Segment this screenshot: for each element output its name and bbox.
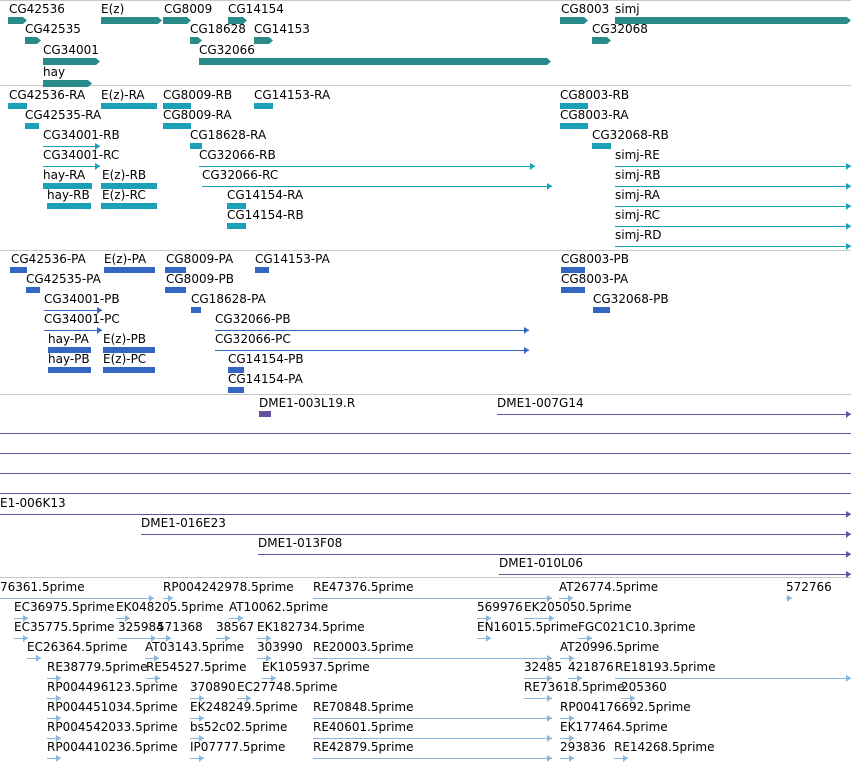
ests-label-fgc021c10-3prime[interactable]: FGC021C10.3prime (578, 620, 696, 634)
genes-label-cg42536[interactable]: CG42536 (9, 2, 65, 16)
proteins-label-cg32068-pb[interactable]: CG32068-PB (593, 292, 669, 306)
proteins-glyph-cg42536-pa[interactable] (10, 267, 27, 273)
genes-label-cg8009[interactable]: CG8009 (164, 2, 213, 16)
ests-label-at10062-5prime[interactable]: AT10062.5prime (229, 600, 329, 614)
proteins-glyph-e-z-pa[interactable] (104, 267, 155, 273)
clones-glyph-dme1-010l06[interactable] (499, 574, 851, 575)
proteins-glyph-cg8003-pa[interactable] (561, 287, 585, 293)
transcripts-glyph-simj-rc[interactable] (615, 226, 851, 227)
transcripts-label-cg34001-rc[interactable]: CG34001-RC (43, 148, 120, 162)
transcripts-glyph-cg32066-rb[interactable] (199, 166, 535, 167)
track-border-top (0, 0, 851, 1)
transcripts-label-cg8009-ra[interactable]: CG8009-RA (163, 108, 232, 122)
ests-label-re42879-5prime[interactable]: RE42879.5prime (313, 740, 414, 754)
proteins-glyph-cg42535-pa[interactable] (26, 287, 40, 293)
ests-label-ek182734-5prime[interactable]: EK182734.5prime (257, 620, 365, 634)
ests-label-ek248249-5prime[interactable]: EK248249.5prime (190, 700, 298, 714)
ests-glyph-re70848-5prime[interactable] (313, 718, 552, 719)
genes-glyph-hay[interactable] (43, 80, 92, 87)
proteins-glyph-cg18628-pa[interactable] (191, 307, 201, 313)
proteins-glyph-cg14153-pa[interactable] (255, 267, 269, 273)
ests-label-at20996-5prime[interactable]: AT20996.5prime (560, 640, 660, 654)
proteins-glyph-cg32068-pb[interactable] (593, 307, 610, 313)
ests-label-293836[interactable]: 293836 (560, 740, 606, 754)
transcripts-glyph-simj-re[interactable] (615, 166, 851, 167)
ests-glyph-re18193-5prime[interactable] (615, 678, 851, 679)
clones-label-dme1-003l19-r[interactable]: DME1-003L19.R (259, 396, 356, 410)
transcripts-label-simj-re[interactable]: simj-RE (615, 148, 660, 162)
transcripts-label-cg42536-ra[interactable]: CG42536-RA (9, 88, 86, 102)
ests-label-32485[interactable]: 32485 (524, 660, 563, 674)
transcripts-label-cg42535-ra[interactable]: CG42535-RA (25, 108, 102, 122)
clones-glyph-e1-006k13[interactable] (0, 514, 851, 515)
transcripts-label-cg34001-rb[interactable]: CG34001-RB (43, 128, 120, 142)
clones-arrowhead-dme1-010l06 (846, 571, 851, 578)
ests-label-ec36975-5prime[interactable]: EC36975.5prime (14, 600, 115, 614)
ests-arrowhead-en16015-5prime (486, 635, 491, 642)
transcripts-label-simj-rd[interactable]: simj-RD (615, 228, 662, 242)
transcripts-glyph-cg8009-ra[interactable] (163, 123, 191, 129)
proteins-glyph-cg34001-pb[interactable] (44, 310, 102, 311)
transcripts-label-cg8009-rb[interactable]: CG8009-RB (163, 88, 233, 102)
proteins-glyph-hay-pb[interactable] (48, 367, 91, 373)
transcripts-label-simj-rb[interactable]: simj-RB (615, 168, 661, 182)
ests-label-at03143-5prime[interactable]: AT03143.5prime (145, 640, 245, 654)
transcripts-label-cg32066-rc[interactable]: CG32066-RC (202, 168, 279, 182)
proteins-label-hay-pa[interactable]: hay-PA (48, 332, 89, 346)
proteins-label-cg34001-pb[interactable]: CG34001-PB (44, 292, 120, 306)
transcripts-arrowhead-cg32066-rc (547, 183, 552, 190)
genes-glyph-e-z[interactable] (101, 17, 162, 24)
ests-label-ec27748-5prime[interactable]: EC27748.5prime (237, 680, 338, 694)
transcripts-glyph-simj-rb[interactable] (615, 186, 851, 187)
ests-arrowhead-re73618-5prime (547, 695, 552, 702)
clone-span-line[interactable] (0, 453, 851, 454)
transcripts-label-simj-rc[interactable]: simj-RC (615, 208, 661, 222)
clones-arrowhead-dme1-013f08 (846, 551, 851, 558)
proteins-label-cg42536-pa[interactable]: CG42536-PA (11, 252, 86, 266)
ests-glyph-re42879-5prime[interactable] (313, 758, 552, 759)
proteins-label-cg34001-pc[interactable]: CG34001-PC (44, 312, 120, 326)
track-separator-ests (0, 577, 851, 578)
genes-label-hay[interactable]: hay (43, 65, 66, 79)
transcripts-label-e-z-rc[interactable]: E(z)-RC (102, 188, 146, 202)
ests-label-rp004176692-5prime[interactable]: RP004176692.5prime (560, 700, 691, 714)
transcripts-label-hay-ra[interactable]: hay-RA (43, 168, 86, 182)
transcripts-label-e-z-rb[interactable]: E(z)-RB (102, 168, 147, 182)
transcripts-label-cg14153-ra[interactable]: CG14153-RA (254, 88, 331, 102)
genes-label-cg14153[interactable]: CG14153 (254, 22, 310, 36)
transcripts-label-cg14154-rb[interactable]: CG14154-RB (227, 208, 304, 222)
genes-label-cg18628[interactable]: CG18628 (190, 22, 246, 36)
ests-label-38567[interactable]: 38567 (216, 620, 255, 634)
proteins-glyph-cg32066-pc[interactable] (215, 350, 529, 351)
ests-arrowhead-re18193-5prime (846, 675, 851, 682)
ests-label-en16015-5prime[interactable]: EN16015.5prime (477, 620, 579, 634)
proteins-label-cg14153-pa[interactable]: CG14153-PA (255, 252, 330, 266)
ests-label-bs52c02-5prime[interactable]: bs52c02.5prime (190, 720, 288, 734)
genes-label-cg14154[interactable]: CG14154 (228, 2, 284, 16)
transcripts-label-hay-rb[interactable]: hay-RB (47, 188, 90, 202)
transcripts-label-e-z-ra[interactable]: E(z)-RA (101, 88, 145, 102)
ests-label-rp004496123-5prime[interactable]: RP004496123.5prime (47, 680, 178, 694)
transcripts-label-cg8003-ra[interactable]: CG8003-RA (560, 108, 629, 122)
ests-label-370890[interactable]: 370890 (190, 680, 236, 694)
track-separator-proteins (0, 250, 851, 251)
ests-arrowhead-re40601-5prime (547, 735, 552, 742)
ests-label-571368[interactable]: 571368 (157, 620, 203, 634)
clone-span-line[interactable] (0, 433, 851, 434)
proteins-label-cg32066-pc[interactable]: CG32066-PC (215, 332, 291, 346)
proteins-label-cg8009-pa[interactable]: CG8009-PA (166, 252, 234, 266)
transcripts-glyph-cg32066-rc[interactable] (202, 186, 552, 187)
clones-glyph-dme1-007g14[interactable] (497, 414, 851, 415)
transcripts-glyph-e-z-rc[interactable] (101, 203, 157, 209)
ests-label-572766[interactable]: 572766 (786, 580, 832, 594)
ests-glyph-76361-5prime[interactable] (0, 598, 154, 599)
genes-label-cg32068[interactable]: CG32068 (592, 22, 648, 36)
genes-label-cg8003[interactable]: CG8003 (561, 2, 610, 16)
ests-label-205360[interactable]: 205360 (621, 680, 667, 694)
proteins-glyph-cg8009-pb[interactable] (165, 287, 186, 293)
ests-label-re20003-5prime[interactable]: RE20003.5prime (313, 640, 414, 654)
clones-label-dme1-007g14[interactable]: DME1-007G14 (497, 396, 584, 410)
clones-glyph-dme1-013f08[interactable] (258, 554, 851, 555)
clones-label-dme1-010l06[interactable]: DME1-010L06 (499, 556, 583, 570)
ests-arrowhead-re42879-5prime (547, 755, 552, 762)
ests-label-303990[interactable]: 303990 (257, 640, 303, 654)
ests-label-ek105937-5prime[interactable]: EK105937.5prime (262, 660, 370, 674)
proteins-arrowhead-cg32066-pc (524, 347, 529, 354)
transcripts-glyph-cg8003-ra[interactable] (560, 123, 588, 129)
genes-glyph-cg34001[interactable] (43, 58, 100, 65)
proteins-glyph-cg32066-pb[interactable] (215, 330, 529, 331)
ests-arrowhead-572766 (787, 595, 792, 602)
proteins-label-e-z-pa[interactable]: E(z)-PA (104, 252, 147, 266)
ests-label-re18193-5prime[interactable]: RE18193.5prime (615, 660, 716, 674)
genes-label-cg34001[interactable]: CG34001 (43, 43, 99, 57)
proteins-label-e-z-pc[interactable]: E(z)-PC (103, 352, 147, 366)
clones-arrowhead-dme1-016e23 (846, 531, 851, 538)
ests-label-569976[interactable]: 569976 (477, 600, 523, 614)
transcripts-label-cg18628-ra[interactable]: CG18628-RA (190, 128, 267, 142)
transcripts-label-cg32066-rb[interactable]: CG32066-RB (199, 148, 276, 162)
transcripts-arrowhead-simj-ra (846, 203, 851, 210)
proteins-label-cg42535-pa[interactable]: CG42535-PA (26, 272, 101, 286)
genes-glyph-cg32066[interactable] (199, 58, 551, 65)
transcripts-arrowhead-simj-re (846, 163, 851, 170)
ests-label-421876[interactable]: 421876 (568, 660, 614, 674)
transcripts-glyph-cg14154-rb[interactable] (227, 223, 246, 229)
transcripts-glyph-simj-rd[interactable] (615, 246, 851, 247)
proteins-label-cg14154-pa[interactable]: CG14154-PA (228, 372, 303, 386)
ests-glyph-re20003-5prime[interactable] (313, 658, 552, 659)
transcripts-glyph-cg32068-rb[interactable] (592, 143, 611, 149)
ests-label-re38779-5prime[interactable]: RE38779.5prime (47, 660, 148, 674)
genes-label-cg32066[interactable]: CG32066 (199, 43, 255, 57)
ests-glyph-re47376-5prime[interactable] (313, 598, 552, 599)
genes-label-cg42535[interactable]: CG42535 (25, 22, 81, 36)
proteins-glyph-e-z-pc[interactable] (103, 367, 155, 373)
transcripts-arrowhead-simj-rb (846, 183, 851, 190)
ests-label-rp004410236-5prime[interactable]: RP004410236.5prime (47, 740, 178, 754)
transcripts-glyph-cg34001-rc[interactable] (43, 166, 100, 167)
ests-label-re70848-5prime[interactable]: RE70848.5prime (313, 700, 414, 714)
proteins-label-cg14154-pb[interactable]: CG14154-PB (228, 352, 304, 366)
clones-glyph-dme1-016e23[interactable] (141, 534, 851, 535)
ests-arrowhead-rp004410236-5prime (56, 755, 61, 762)
ests-label-re47376-5prime[interactable]: RE47376.5prime (313, 580, 414, 594)
ests-label-ip07777-5prime[interactable]: IP07777.5prime (190, 740, 286, 754)
clone-span-line[interactable] (0, 473, 851, 474)
proteins-label-cg32066-pb[interactable]: CG32066-PB (215, 312, 291, 326)
ests-arrowhead-293836 (569, 755, 574, 762)
clones-arrowhead-e1-006k13 (846, 511, 851, 518)
clones-label-dme1-016e23[interactable]: DME1-016E23 (141, 516, 226, 530)
ests-label-325984[interactable]: 325984 (118, 620, 164, 634)
genes-glyph-cg32068[interactable] (592, 37, 611, 44)
clones-label-e1-006k13[interactable]: E1-006K13 (0, 496, 66, 510)
ests-label-re73618-5prime[interactable]: RE73618.5prime (524, 680, 625, 694)
genes-label-e-z[interactable]: E(z) (101, 2, 125, 16)
proteins-glyph-cg34001-pc[interactable] (44, 330, 102, 331)
ests-label-rp004542033-5prime[interactable]: RP004542033.5prime (47, 720, 178, 734)
clones-glyph-dme1-003l19-r[interactable] (259, 411, 271, 417)
proteins-label-cg8009-pb[interactable]: CG8009-PB (166, 272, 235, 286)
proteins-label-cg18628-pa[interactable]: CG18628-PA (191, 292, 266, 306)
genes-glyph-simj[interactable] (615, 17, 851, 24)
genes-glyph-cg14153[interactable] (254, 37, 273, 44)
ests-label-ek205050-5prime[interactable]: EK205050.5prime (524, 600, 632, 614)
transcripts-arrowhead-simj-rc (846, 223, 851, 230)
proteins-label-hay-pb[interactable]: hay-PB (48, 352, 90, 366)
ests-label-re40601-5prime[interactable]: RE40601.5prime (313, 720, 414, 734)
ests-label-76361-5prime[interactable]: 76361.5prime (0, 580, 85, 594)
ests-label-ek048205-5prime[interactable]: EK048205.5prime (116, 600, 224, 614)
genes-label-simj[interactable]: simj (615, 2, 640, 16)
track-separator-clones (0, 394, 851, 395)
transcripts-label-cg14154-ra[interactable]: CG14154-RA (227, 188, 304, 202)
ests-arrowhead-ip07777-5prime (199, 755, 204, 762)
ests-label-re14268-5prime[interactable]: RE14268.5prime (614, 740, 715, 754)
transcripts-glyph-simj-ra[interactable] (615, 206, 851, 207)
proteins-label-cg8003-pa[interactable]: CG8003-PA (561, 272, 629, 286)
clones-arrowhead-dme1-007g14 (846, 411, 851, 418)
ests-arrowhead-re70848-5prime (547, 715, 552, 722)
ests-label-at26774-5prime[interactable]: AT26774.5prime (559, 580, 659, 594)
transcripts-label-cg32068-rb[interactable]: CG32068-RB (592, 128, 669, 142)
transcripts-label-cg8003-rb[interactable]: CG8003-RB (560, 88, 630, 102)
track-separator-transcripts (0, 85, 851, 86)
proteins-label-cg8003-pb[interactable]: CG8003-PB (561, 252, 630, 266)
ests-glyph-re40601-5prime[interactable] (313, 738, 552, 739)
clone-span-line[interactable] (0, 493, 851, 494)
transcripts-arrowhead-simj-rd (846, 243, 851, 250)
transcripts-glyph-cg34001-rb[interactable] (43, 146, 100, 147)
genes-glyph-cg42535[interactable] (25, 37, 41, 44)
transcripts-glyph-cg14153-ra[interactable] (254, 103, 273, 109)
transcripts-arrowhead-cg32066-rb (530, 163, 535, 170)
ests-arrowhead-ec26364-5prime (36, 655, 41, 662)
ests-label-ek177464-5prime[interactable]: EK177464.5prime (560, 720, 668, 734)
ests-label-rp004242978-5prime[interactable]: RP004242978.5prime (163, 580, 294, 594)
ests-label-rp004451034-5prime[interactable]: RP004451034.5prime (47, 700, 178, 714)
transcripts-glyph-hay-rb[interactable] (47, 203, 91, 209)
ests-label-ec26364-5prime[interactable]: EC26364.5prime (27, 640, 128, 654)
proteins-label-e-z-pb[interactable]: E(z)-PB (103, 332, 147, 346)
transcripts-arrowhead-cg34001-rc (95, 163, 100, 170)
genes-glyph-cg8009[interactable] (163, 17, 191, 24)
proteins-arrowhead-cg32066-pb (524, 327, 529, 334)
proteins-glyph-cg14154-pa[interactable] (228, 387, 244, 393)
ests-label-ec35775-5prime[interactable]: EC35775.5prime (14, 620, 115, 634)
transcripts-label-simj-ra[interactable]: simj-RA (615, 188, 660, 202)
genes-glyph-cg8003[interactable] (560, 17, 588, 24)
clones-label-dme1-013f08[interactable]: DME1-013F08 (258, 536, 343, 550)
ests-label-re54527-5prime[interactable]: RE54527.5prime (146, 660, 247, 674)
transcripts-glyph-cg42535-ra[interactable] (25, 123, 39, 129)
transcripts-glyph-e-z-ra[interactable] (101, 103, 157, 109)
ests-arrowhead-re14268-5prime (623, 755, 628, 762)
proteins-arrowhead-cg34001-pc (97, 327, 102, 334)
